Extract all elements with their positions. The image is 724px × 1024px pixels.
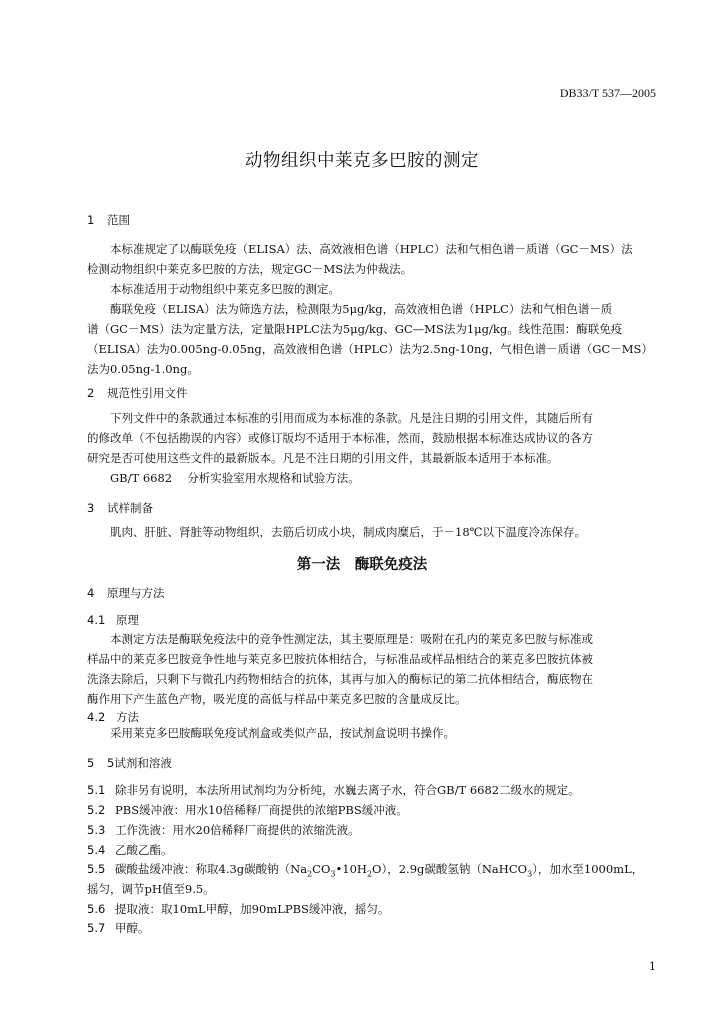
paragraph-line: 采用莱克多巴胺酶联免疫试剂盒或类似产品，按试剂盒说明书操作。 (110, 726, 455, 740)
item-number: 5.6 (87, 902, 106, 916)
item-text: 提取液：取10mL甲醇，加90mLPBS缓冲液，摇匀。 (115, 902, 390, 916)
section-number: 2 (87, 386, 95, 400)
section-title: 原理与方法 (107, 586, 165, 600)
section-number: 1 (87, 213, 95, 227)
paragraph-line: 的修改单（不包括勘误的内容）或修订版均不适用于本标准，然而，鼓励根据本标准达成协议的各方 (87, 431, 593, 445)
section-3-heading (87, 500, 153, 516)
paragraph-line: 洗涤去除后，只剩下与微孔内药物相结合的抗体，其再与加入的酶标记的第二抗体相结合，酶底物在 (87, 672, 593, 686)
item-number: 5.2 (87, 803, 106, 817)
section-2-heading (87, 385, 188, 401)
section-title: 试样制备 (107, 501, 153, 515)
paragraph-line: 本测定方法是酶联免疫法中的竞争性测定法，其主要原理是：吸附在孔内的莱克多巴胺与标准或 (110, 632, 593, 646)
item-text: 甲醇。 (115, 921, 150, 935)
section-5-heading (87, 755, 172, 771)
document-code: DB33/T 537—2005 (559, 86, 656, 100)
paragraph-line: 谱（GC－MS）法为定量方法，定量限HPLC法为5μg/kg、GC—MS法为1μg/kg。线性范围：酶联免疫 (87, 322, 623, 336)
item-text: 除非另有说明，本法所用试剂均为分析纯，水巍去离子水，符合GB/T 6682二级水的规定。 (115, 783, 580, 797)
page-number: 1 (649, 960, 656, 973)
section-3-body (87, 522, 657, 542)
paragraph-line: 本标准规定了以酶联免疫（ELISA）法、高效液相色谱（HPLC）法和气相色谱－质谱（GC－MS）法 (110, 242, 633, 256)
paragraph-line: 下列文件中的条款通过本标准的引用而成为本标准的条款。凡是注日期的引用文件，其随后所有 (110, 411, 593, 425)
paragraph-line: 法为0.05ng-1.0ng。 (87, 362, 199, 376)
paragraph-line: 本标准适用于动物组织中莱克多巴胺的测定。 (110, 282, 340, 296)
list-item (87, 840, 173, 860)
item-number: 5.7 (87, 921, 106, 935)
item-number: 5.1 (87, 783, 106, 797)
item-text: 碳酸盐缓冲液：称取4.3g碳酸钠$(Na_2CO_3•10H_2O)$，2.9g碳酸氢钠（NaHCO$_3$），加水至1000mL， (115, 862, 644, 879)
paragraph-line: （ELISA）法为0.005ng-0.05ng，高效液相色谱（HPLC）法为2.5ng-10ng，气相色谱－质谱（GC－MS） (87, 342, 653, 356)
reference-entry: GB/T 6682 分析实验室用水规格和试验方法。 (110, 471, 360, 485)
list-item (87, 899, 389, 919)
section-title: 规范性引用文件 (107, 386, 188, 400)
section-4-1-body (87, 629, 657, 709)
paragraph-line: 研究是否可使用这些文件的最新版本。凡是不注日期的引用文件，其最新版本适用于本标准。 (87, 451, 559, 465)
paragraph-line: 样品中的莱克多巴胺竞争性地与莱克多巴胺抗体相结合，与标准品或样品相结合的莱克多巴胺抗体被 (87, 652, 593, 666)
section-4-heading (87, 585, 165, 601)
document-title: 动物组织中莱克多巴胺的测定 (245, 151, 479, 171)
list-item-continuation (87, 879, 215, 899)
section-title: 5试剂和溶液 (107, 756, 172, 770)
item-number: 5.5 (87, 862, 106, 876)
item-number: 5.3 (87, 823, 106, 837)
list-item (87, 918, 150, 938)
section-number: 4.1 (87, 613, 106, 627)
list-item (87, 780, 580, 800)
section-number: 5 (87, 756, 95, 770)
paragraph-line: 肌肉、肝脏、肾脏等动物组织，去筋后切成小块，制成肉糜后，于－18℃以下温度冷冻保存。 (110, 525, 586, 539)
section-title: 原理 (116, 613, 139, 627)
section-number: 4.2 (87, 710, 106, 724)
item-text: 工作洗液：用水20倍稀释厂商提供的浓缩洗液。 (115, 823, 360, 837)
section-number: 4 (87, 586, 95, 600)
section-4-2-body (87, 723, 657, 743)
section-1-heading (87, 212, 130, 228)
paragraph-line: 酶联免疫（ELISA）法为筛选方法，检测限为5μg/kg，高效液相色谱（HPLC）法和气相色谱－质 (110, 302, 613, 316)
section-2-body (87, 408, 657, 488)
section-4-1-heading (87, 612, 139, 628)
paragraph-line: 酶作用下产生蓝色产物，吸光度的高低与样品中莱克多巴胺的含量成反比。 (87, 692, 467, 706)
item-text: 乙酸乙酯。 (115, 843, 173, 857)
section-title: 范围 (107, 213, 130, 227)
paragraph-line: 检测动物组织中莱克多巴胺的方法，规定GC－MS法为仲裁法。 (87, 262, 413, 276)
list-item (87, 800, 408, 820)
list-item (87, 820, 360, 840)
item-text: 摇匀，调节pH值至9.5。 (87, 882, 215, 896)
item-text: PBS缓冲液：用水10倍稀释厂商提供的浓缩PBS缓冲液。 (115, 803, 408, 817)
item-number: 5.4 (87, 843, 106, 857)
section-title: 方法 (116, 710, 139, 724)
method-title: 第一法 酶联免疫法 (296, 557, 428, 573)
section-1-body (87, 239, 657, 379)
section-number: 3 (87, 501, 95, 515)
